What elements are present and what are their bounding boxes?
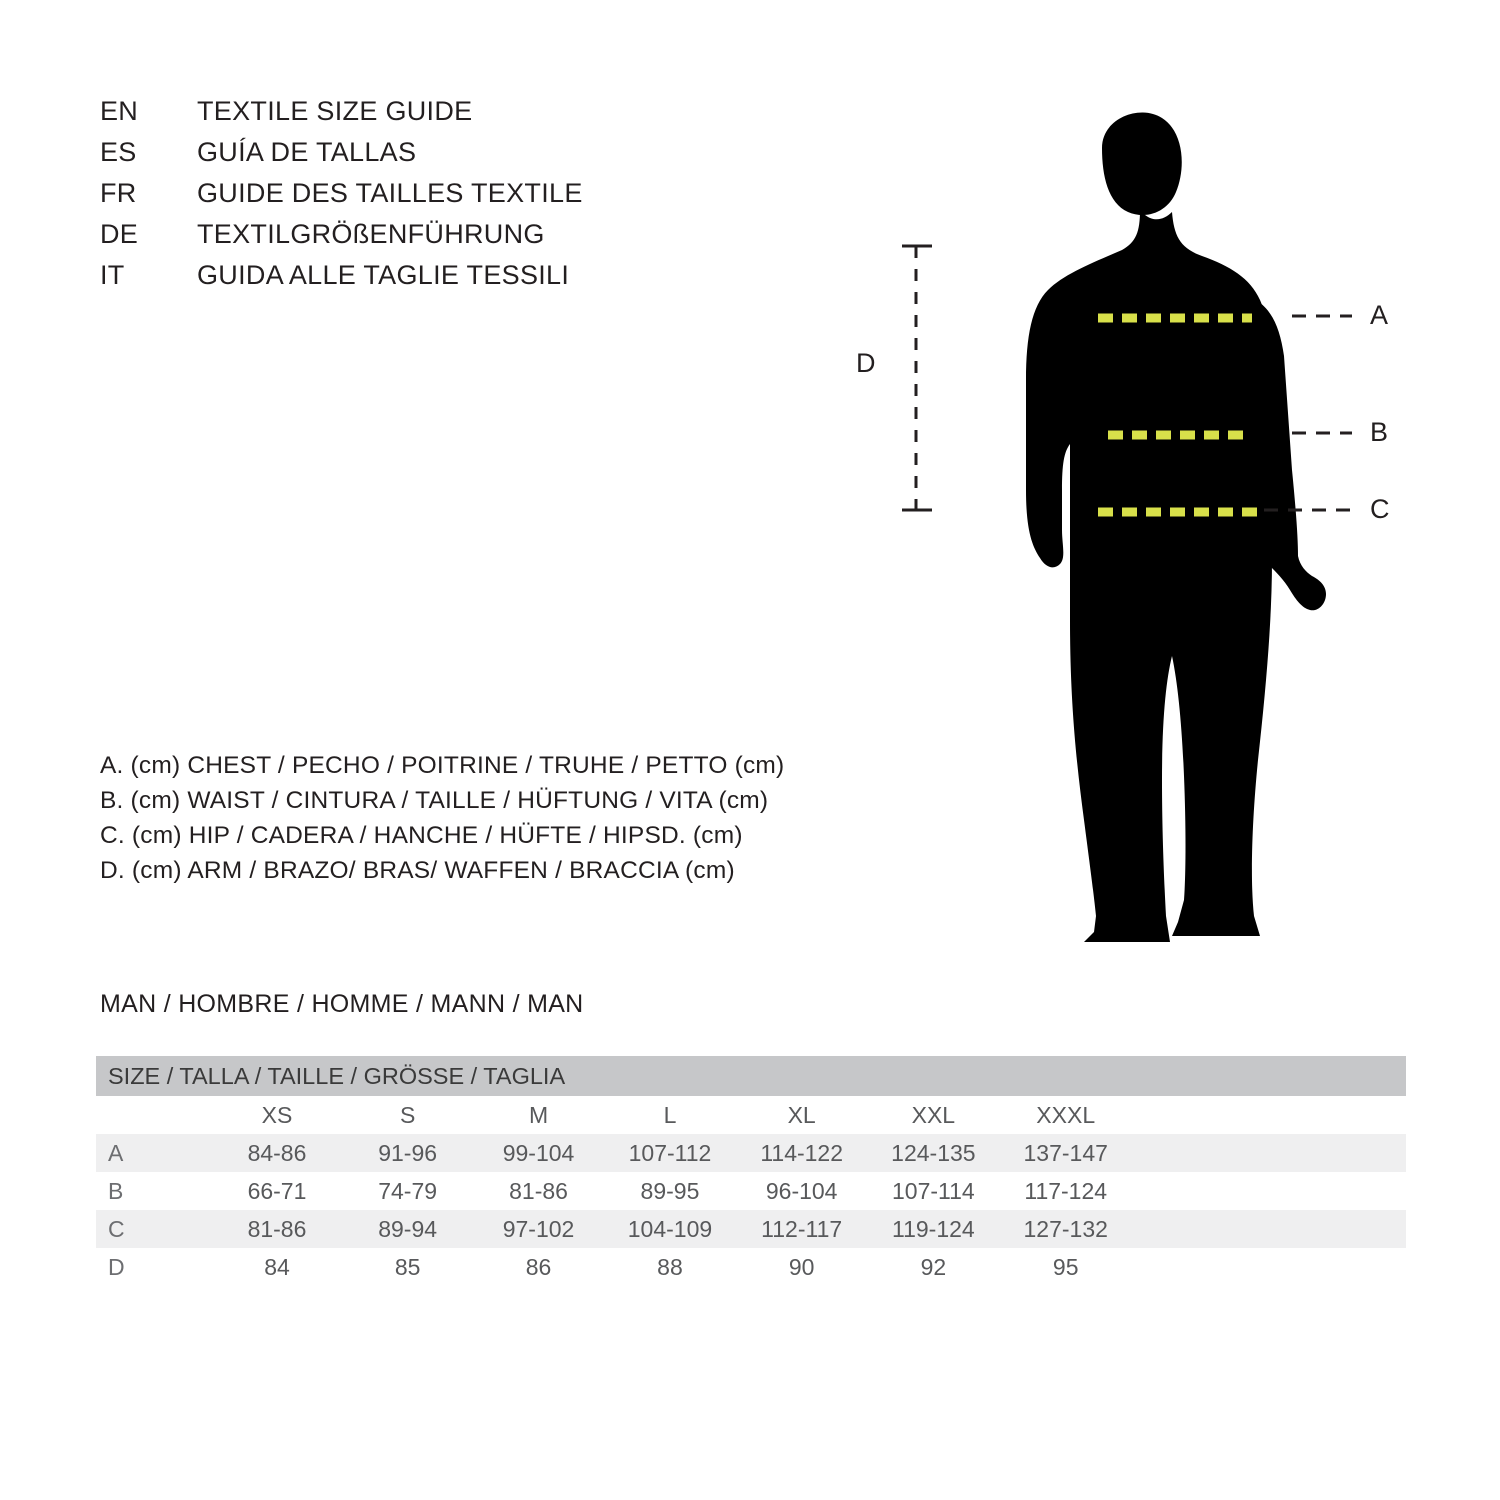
row-d-pad [1132, 1248, 1406, 1286]
cell-b-s: 74-79 [342, 1172, 473, 1210]
language-code: ES [100, 137, 137, 167]
language-title: TEXTILGRÖßENFÜHRUNG [197, 219, 545, 249]
language-row [100, 260, 720, 301]
size-header-s: S [342, 1096, 473, 1134]
language-code: IT [100, 260, 125, 290]
size-header-xxl: XXL [867, 1096, 999, 1134]
language-title: GUIDA ALLE TAGLIE TESSILI [197, 260, 570, 290]
row-label-b: B [96, 1172, 212, 1210]
size-header-xxxl: XXXL [999, 1096, 1132, 1134]
size-header-xs: XS [212, 1096, 343, 1134]
size-header-l: L [604, 1096, 736, 1134]
legend-item-d: D. (cm) ARM / BRAZO/ BRAS/ WAFFEN / BRACCIA (cm) [100, 857, 735, 884]
cell-b-xxl: 107-114 [867, 1172, 999, 1210]
marker-label-a: A [1370, 300, 1389, 330]
table-row [96, 1134, 1406, 1172]
cell-a-xxxl: 137-147 [999, 1134, 1132, 1172]
table-row [96, 1248, 1406, 1286]
cell-d-xxxl: 95 [999, 1248, 1132, 1286]
row-label-a: A [96, 1134, 212, 1172]
cell-d-xs: 84 [212, 1248, 343, 1286]
legend-item-c: C. (cm) HIP / CADERA / HANCHE / HÜFTE / HIPSD. (cm) [100, 822, 743, 849]
cell-d-xl: 90 [736, 1248, 868, 1286]
sizes-row-pad [1132, 1096, 1406, 1134]
measurement-legend [100, 752, 800, 892]
cell-d-xxl: 92 [867, 1248, 999, 1286]
language-row [100, 219, 720, 260]
cell-b-xl: 96-104 [736, 1172, 868, 1210]
language-title: GUÍA DE TALLAS [197, 137, 417, 167]
cell-b-xs: 66-71 [212, 1172, 343, 1210]
row-b-pad [1132, 1172, 1406, 1210]
size-chart-table [96, 1056, 1406, 1286]
cell-a-xl: 114-122 [736, 1134, 868, 1172]
male-silhouette-shape [1026, 113, 1326, 942]
cell-d-m: 86 [473, 1248, 604, 1286]
cell-a-xs: 84-86 [212, 1134, 343, 1172]
language-row [100, 178, 720, 219]
language-row [100, 137, 720, 178]
language-title: GUIDE DES TAILLES TEXTILE [197, 178, 583, 208]
table-header-row [96, 1056, 1406, 1096]
cell-c-l: 104-109 [604, 1210, 736, 1248]
table-row [96, 1172, 1406, 1210]
table-row [96, 1210, 1406, 1248]
row-c-pad [1132, 1210, 1406, 1248]
marker-label-d: D [856, 348, 876, 378]
cell-a-xxl: 124-135 [867, 1134, 999, 1172]
cell-b-l: 89-95 [604, 1172, 736, 1210]
sizes-row-corner [96, 1096, 212, 1134]
waist-measure-line [1108, 433, 1352, 435]
row-label-c: C [96, 1210, 212, 1248]
arm-length-dimension [902, 246, 932, 510]
size-header-xl: XL [736, 1096, 868, 1134]
marker-label-b: B [1370, 417, 1389, 447]
legend-item-b: B. (cm) WAIST / CINTURA / TAILLE / HÜFTUNG / VITA (cm) [100, 787, 769, 814]
size-header-m: M [473, 1096, 604, 1134]
cell-c-xxl: 119-124 [867, 1210, 999, 1248]
language-row [100, 96, 720, 137]
language-code: EN [100, 96, 139, 126]
cell-c-xs: 81-86 [212, 1210, 343, 1248]
cell-a-m: 99-104 [473, 1134, 604, 1172]
cell-b-xxxl: 117-124 [999, 1172, 1132, 1210]
cell-c-m: 97-102 [473, 1210, 604, 1248]
body-measurement-figure [840, 60, 1460, 960]
row-label-d: D [96, 1248, 212, 1286]
cell-a-l: 107-112 [604, 1134, 736, 1172]
table-header-label: SIZE / TALLA / TAILLE / GRÖSSE / TAGLIA [96, 1056, 1406, 1096]
cell-c-s: 89-94 [342, 1210, 473, 1248]
table-section-title: MAN / HOMBRE / HOMME / MANN / MAN [100, 990, 584, 1018]
language-code: FR [100, 178, 137, 208]
table-sizes-row [96, 1096, 1406, 1134]
silhouette-svg [840, 60, 1460, 960]
legend-item-a: A. (cm) CHEST / PECHO / POITRINE / TRUHE / PETTO (cm) [100, 752, 785, 779]
cell-d-l: 88 [604, 1248, 736, 1286]
cell-b-m: 81-86 [473, 1172, 604, 1210]
cell-c-xl: 112-117 [736, 1210, 868, 1248]
cell-c-xxxl: 127-132 [999, 1210, 1132, 1248]
cell-d-s: 85 [342, 1248, 473, 1286]
hip-measure-line [1098, 510, 1352, 512]
cell-a-s: 91-96 [342, 1134, 473, 1172]
language-title-block [100, 96, 720, 301]
marker-label-c: C [1370, 494, 1390, 524]
language-code: DE [100, 219, 139, 249]
row-a-pad [1132, 1134, 1406, 1172]
language-title: TEXTILE SIZE GUIDE [197, 96, 473, 126]
chest-measure-line [1098, 316, 1352, 318]
